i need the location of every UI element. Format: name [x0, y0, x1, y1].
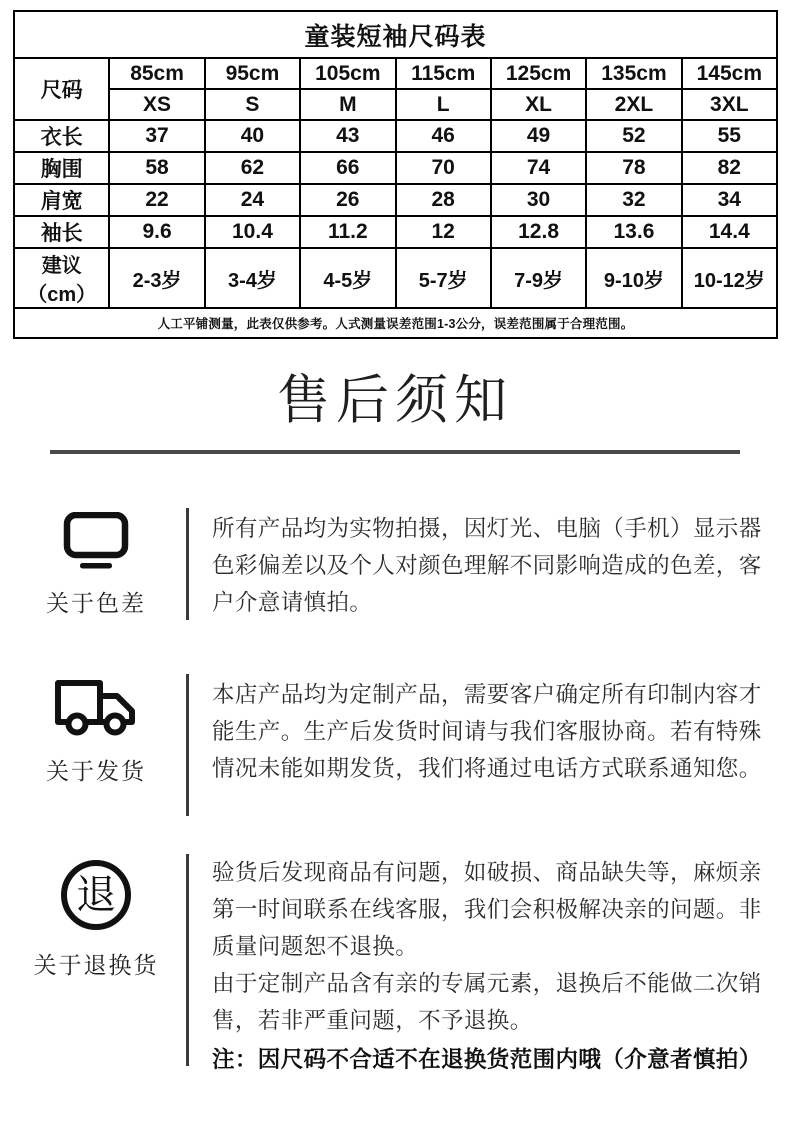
cell-2-2: 26: [300, 184, 395, 216]
cell-4-1: 3-4岁: [205, 248, 300, 308]
notice-body-shipping: [212, 668, 790, 787]
notice-label-shipping: 关于发货: [46, 758, 146, 784]
notice-paragraph: 本店产品均为定制产品，需要客户确定所有印制内容才能生产。生产后发货时间请与我们客服协商。若有特殊情况未能如期发货，我们将通过电话方式联系通知您。: [212, 682, 762, 781]
cell-0-3: 46: [396, 120, 491, 152]
header-code-0: XS: [109, 89, 204, 120]
vertical-rule: [186, 508, 189, 620]
notice-section-color: [0, 504, 790, 621]
table-header-code-row: [14, 89, 777, 120]
cell-3-5: 13.6: [586, 216, 681, 248]
notice-icon-column: [0, 668, 186, 786]
table-title-row: [14, 11, 777, 58]
header-code-1: S: [205, 89, 300, 120]
size-chart: [13, 10, 778, 339]
cell-2-0: 22: [109, 184, 204, 216]
notice-paragraph: 所有产品均为实物拍摄，因灯光、电脑（手机）显示器色彩偏差以及个人对颜色理解不同影响造成的色差，客户介意请慎拍。: [212, 516, 762, 615]
cell-0-1: 40: [205, 120, 300, 152]
cell-1-5: 78: [586, 152, 681, 184]
cell-3-0: 9.6: [109, 216, 204, 248]
cell-3-4: 12.8: [491, 216, 586, 248]
cell-4-0: 2-3岁: [109, 248, 204, 308]
cell-4-4: 7-9岁: [491, 248, 586, 308]
header-cm-1: 95cm: [205, 58, 300, 89]
header-cm-6: 145cm: [682, 58, 777, 89]
notice-label-returns: 关于退换货: [33, 952, 159, 978]
page-title: 售后须知: [277, 371, 513, 430]
row-label-3: 袖长: [14, 216, 109, 248]
return-circle-icon: [59, 858, 133, 937]
header-cm-3: 115cm: [396, 58, 491, 89]
notice-paragraph: 验货后发现商品有问题，如破损、商品缺失等，麻烦亲第一时间联系在线客服，我们会积极解决亲的问题。非质量问题恕不退换。: [212, 860, 762, 959]
header-code-5: 2XL: [586, 89, 681, 120]
row-label-2: 肩宽: [14, 184, 109, 216]
cell-1-6: 82: [682, 152, 777, 184]
header-cm-4: 125cm: [491, 58, 586, 89]
cell-3-1: 10.4: [205, 216, 300, 248]
header-cm-0: 85cm: [109, 58, 204, 89]
row-label-0: 衣长: [14, 120, 109, 152]
cell-2-6: 34: [682, 184, 777, 216]
header-cm-5: 135cm: [586, 58, 681, 89]
cell-0-5: 52: [586, 120, 681, 152]
svg-text:退: 退: [76, 872, 116, 918]
cell-2-4: 30: [491, 184, 586, 216]
table-row: [14, 216, 777, 248]
notice-icon-column: [0, 852, 186, 980]
notice-bold-note: 注：因尺码不合适不在退换货范围内哦（介意者慎拍）: [212, 1047, 762, 1072]
header-code-2: M: [300, 89, 395, 120]
size-chart-table: [13, 10, 778, 339]
table-row: [14, 248, 777, 308]
cell-4-5: 9-10岁: [586, 248, 681, 308]
truck-icon: [53, 678, 139, 743]
size-label-header: 尺码: [14, 58, 109, 120]
table-row: [14, 120, 777, 152]
size-chart-title: 童装短袖尺码表: [14, 11, 777, 58]
vertical-rule: [186, 674, 189, 816]
table-row: [14, 184, 777, 216]
row-label-1: 胸围: [14, 152, 109, 184]
cell-2-3: 28: [396, 184, 491, 216]
notice-paragraph: 由于定制产品含有亲的专属元素，退换后不能做二次销售，若非严重问题，不予退换。: [212, 971, 762, 1033]
table-footnote-row: [14, 308, 777, 338]
cell-1-0: 58: [109, 152, 204, 184]
notice-section-shipping: [0, 668, 790, 816]
cell-4-6: 10-12岁: [682, 248, 777, 308]
cell-1-3: 70: [396, 152, 491, 184]
row-label-4: 建议（cm）: [14, 248, 109, 308]
cell-4-3: 5-7岁: [396, 248, 491, 308]
monitor-icon: [63, 512, 129, 575]
cell-0-6: 55: [682, 120, 777, 152]
size-chart-footnote: 人工平铺测量，此表仅供参考。人式测量误差范围1-3公分，误差范围属于合理范围。: [14, 308, 777, 338]
header-code-3: L: [396, 89, 491, 120]
cell-3-3: 12: [396, 216, 491, 248]
cell-2-1: 24: [205, 184, 300, 216]
cell-1-4: 74: [491, 152, 586, 184]
cell-1-1: 62: [205, 152, 300, 184]
notice-section-returns: [0, 852, 790, 1078]
cell-3-2: 11.2: [300, 216, 395, 248]
header-code-4: XL: [491, 89, 586, 120]
cell-0-4: 49: [491, 120, 586, 152]
notice-body-returns: [212, 852, 790, 1078]
notice-body-color: [212, 504, 790, 621]
cell-0-0: 37: [109, 120, 204, 152]
header-code-6: 3XL: [682, 89, 777, 120]
notice-label-color: 关于色差: [46, 590, 146, 616]
vertical-rule: [186, 854, 189, 1066]
cell-4-2: 4-5岁: [300, 248, 395, 308]
section-divider: [50, 450, 740, 454]
cell-3-6: 14.4: [682, 216, 777, 248]
table-row: [14, 152, 777, 184]
table-header-cm-row: [14, 58, 777, 89]
notice-icon-column: [0, 504, 186, 618]
header-cm-2: 105cm: [300, 58, 395, 89]
cell-1-2: 66: [300, 152, 395, 184]
cell-2-5: 32: [586, 184, 681, 216]
cell-0-2: 43: [300, 120, 395, 152]
